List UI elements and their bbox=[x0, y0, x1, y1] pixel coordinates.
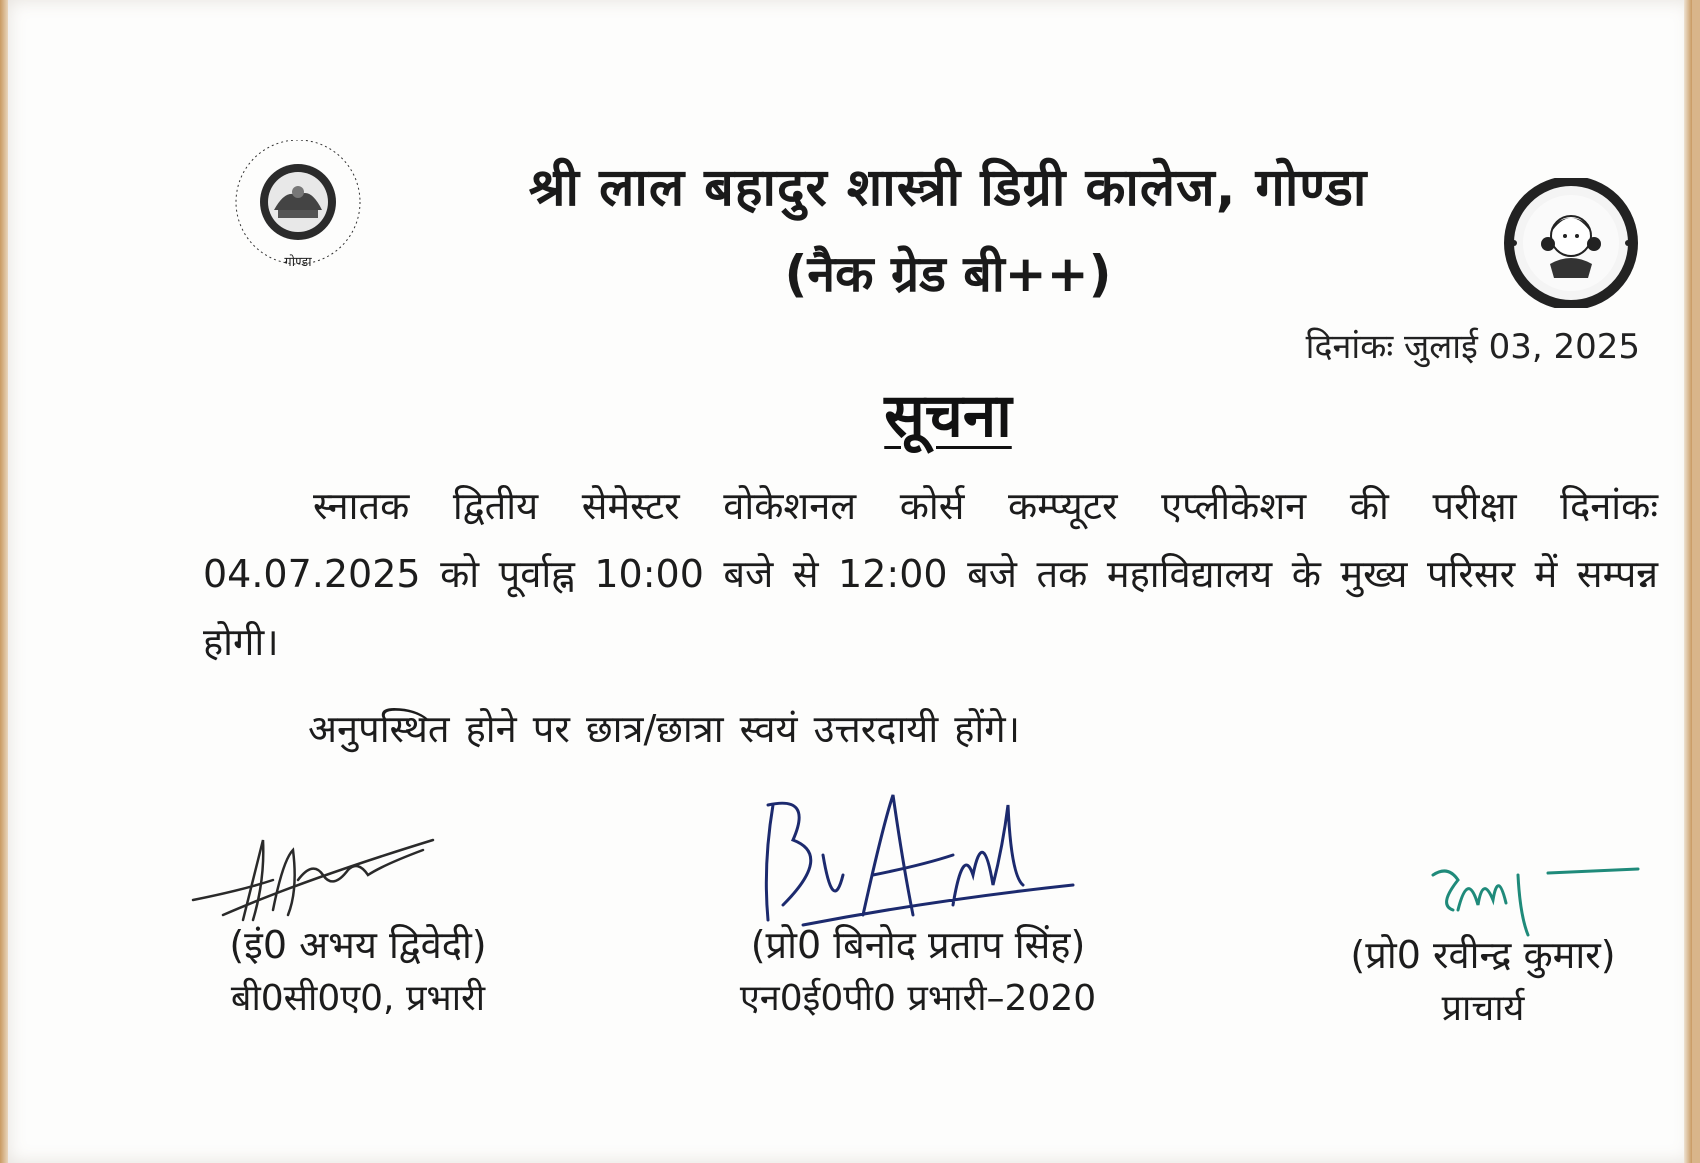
paper-edge-left bbox=[0, 0, 8, 1163]
signatory-1-role: बी0सी0ए0, प्रभारी bbox=[230, 978, 486, 1019]
signatory-2-role: एन0ई0पी0 प्रभारी–2020 bbox=[739, 978, 1097, 1019]
notice-body: स्नातक द्वितीय सेमेस्टर वोकेशनल कोर्स कम्प्यूटर एप्लीकेशन की परीक्षा दिनांकः 04.07.2025 को पूर्वाह्न 10:00 बजे से 12:00 बजे तक महाविद्यालय के मुख्य परिसर में सम्पन्न होगी। bbox=[203, 484, 1658, 664]
college-emblem-logo bbox=[208, 140, 388, 270]
beti-padhao-emblem-logo bbox=[1498, 178, 1644, 308]
signatory-3 bbox=[1318, 928, 1648, 1036]
signatory-3-role: प्राचार्य bbox=[1441, 988, 1525, 1029]
signatory-2 bbox=[708, 918, 1128, 1026]
signatory-2-name: (प्रो0 बिनोद प्रताप सिंह) bbox=[750, 923, 1086, 967]
paper-edge bbox=[1684, 0, 1692, 1163]
notice-paper bbox=[8, 0, 1692, 1163]
college-name-heading: श्री लाल बहादुर शास्त्री डिग्री कालेज, गोण्डा bbox=[528, 158, 1368, 218]
signature-image-2 bbox=[753, 785, 1093, 935]
absent-note: अनुपस्थित होने पर छात्र/छात्रा स्वयं उत्तरदायी होंगे। bbox=[308, 707, 1021, 751]
svg-text:गोण्डा: गोण्डा bbox=[284, 255, 312, 270]
notice-title: सूचना bbox=[884, 381, 1012, 451]
notice-date: दिनांकः जुलाई 03, 2025 bbox=[1305, 327, 1640, 367]
naac-grade-subheading: (नैक ग्रेड बी++) bbox=[784, 245, 1112, 303]
signatory-1-name: (इं0 अभय द्विवेदी) bbox=[229, 923, 487, 967]
signatory-1 bbox=[193, 918, 523, 1026]
signatory-3-name: (प्रो0 रवीन्द्र कुमार) bbox=[1350, 933, 1616, 977]
